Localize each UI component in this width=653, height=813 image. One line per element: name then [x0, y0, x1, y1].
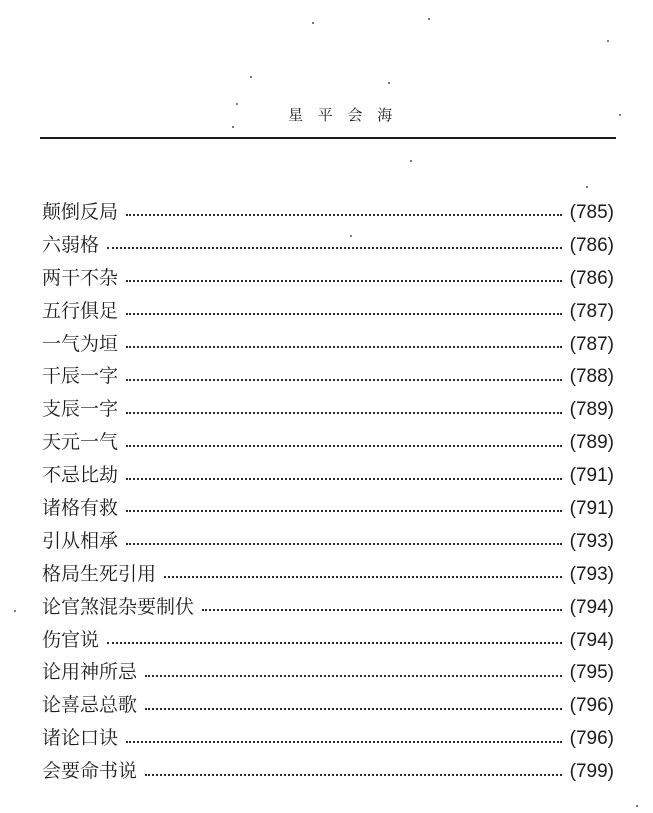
dot-leader: [164, 576, 562, 578]
dot-leader: [126, 445, 562, 447]
toc-entry-page: (796): [569, 728, 614, 750]
toc-entry-title: 一气为垣: [42, 332, 119, 355]
dot-leader: [126, 478, 562, 480]
toc-entry-title: 论喜忌总歌: [42, 694, 138, 717]
toc-entry-page: (791): [569, 497, 614, 519]
scan-speck: [14, 610, 16, 612]
dot-leader: [126, 346, 562, 348]
dot-leader: [126, 741, 562, 743]
toc-entry-page: (787): [569, 300, 614, 322]
toc-entry-page: (795): [569, 662, 614, 684]
scan-speck: [232, 126, 234, 128]
scan-speck: [619, 114, 621, 116]
toc-entry: [42, 624, 614, 657]
scan-speck: [236, 103, 238, 105]
toc-entry-title: 不忌比劫: [42, 464, 119, 487]
toc-entry-title: 格局生死引用: [42, 562, 157, 585]
scan-speck: [410, 160, 412, 162]
toc-entry-title: 论用神所忌: [42, 661, 138, 684]
toc-entry-title: 颠倒反局: [42, 200, 119, 223]
dot-leader: [107, 642, 562, 644]
toc-entry-page: (788): [569, 366, 614, 388]
toc-entry-title: 伤官说: [42, 628, 100, 651]
toc-entry: [42, 262, 614, 295]
toc-entry: [42, 196, 614, 229]
scan-speck: [607, 40, 609, 42]
toc-entry-page: (789): [569, 399, 614, 421]
dot-leader: [126, 280, 562, 282]
toc-entry: [42, 426, 614, 459]
toc-entry: [42, 558, 614, 591]
toc-entry-page: (785): [569, 201, 614, 223]
toc-entry-title: 天元一气: [42, 431, 119, 454]
toc-entry: [42, 393, 614, 426]
toc-entry: [42, 722, 614, 755]
scan-speck: [350, 235, 352, 237]
toc-entry: [42, 229, 614, 262]
dot-leader: [145, 708, 562, 710]
dot-leader: [126, 379, 562, 381]
dot-leader: [202, 609, 562, 611]
dot-leader: [126, 510, 562, 512]
toc-entry-page: (787): [569, 333, 614, 355]
toc-entry: [42, 689, 614, 722]
toc-entry: [42, 360, 614, 393]
toc-entry-page: (794): [569, 596, 614, 618]
toc-entry-title: 诸格有救: [42, 496, 119, 519]
toc-entry: [42, 591, 614, 624]
dot-leader: [145, 774, 562, 776]
toc-entry-page: (793): [569, 563, 614, 585]
toc-entry-page: (786): [569, 267, 614, 289]
toc-entry-page: (796): [569, 695, 614, 717]
toc-entry: [42, 656, 614, 689]
toc-entry: [42, 755, 614, 788]
header-rule: [40, 137, 616, 139]
toc-entry-page: (791): [569, 465, 614, 487]
scan-speck: [636, 805, 638, 807]
toc-entry-title: 论官煞混杂要制伏: [42, 595, 195, 618]
toc-entry-page: (794): [569, 629, 614, 651]
toc-entry: [42, 459, 614, 492]
scan-speck: [586, 186, 588, 188]
scan-speck: [388, 82, 390, 84]
toc-entry-page: (786): [569, 234, 614, 256]
dot-leader: [126, 214, 562, 216]
dot-leader: [126, 412, 562, 414]
toc-entry-page: (799): [569, 761, 614, 783]
toc-entry: [42, 492, 614, 525]
toc-entry-title: 干辰一字: [42, 365, 119, 388]
scan-speck: [312, 22, 314, 24]
running-header-title: 星 平 会 海: [288, 106, 398, 124]
toc-entry-title: 会要命书说: [42, 760, 138, 783]
toc-entry-title: 引从相承: [42, 529, 119, 552]
scan-speck: [428, 18, 430, 20]
toc-entry-title: 诸论口诀: [42, 727, 119, 750]
dot-leader: [145, 675, 562, 677]
dot-leader: [126, 543, 562, 545]
table-of-contents: [42, 196, 614, 788]
toc-entry-title: 五行俱足: [42, 299, 119, 322]
dot-leader: [126, 313, 562, 315]
toc-entry: [42, 295, 614, 328]
toc-entry-title: 六弱格: [42, 233, 100, 256]
toc-entry-title: 支辰一字: [42, 398, 119, 421]
toc-entry-title: 两干不杂: [42, 266, 119, 289]
toc-entry: [42, 525, 614, 558]
toc-entry-page: (789): [569, 432, 614, 454]
toc-entry-page: (793): [569, 530, 614, 552]
toc-entry: [42, 328, 614, 361]
scan-speck: [250, 76, 252, 78]
dot-leader: [107, 247, 562, 249]
